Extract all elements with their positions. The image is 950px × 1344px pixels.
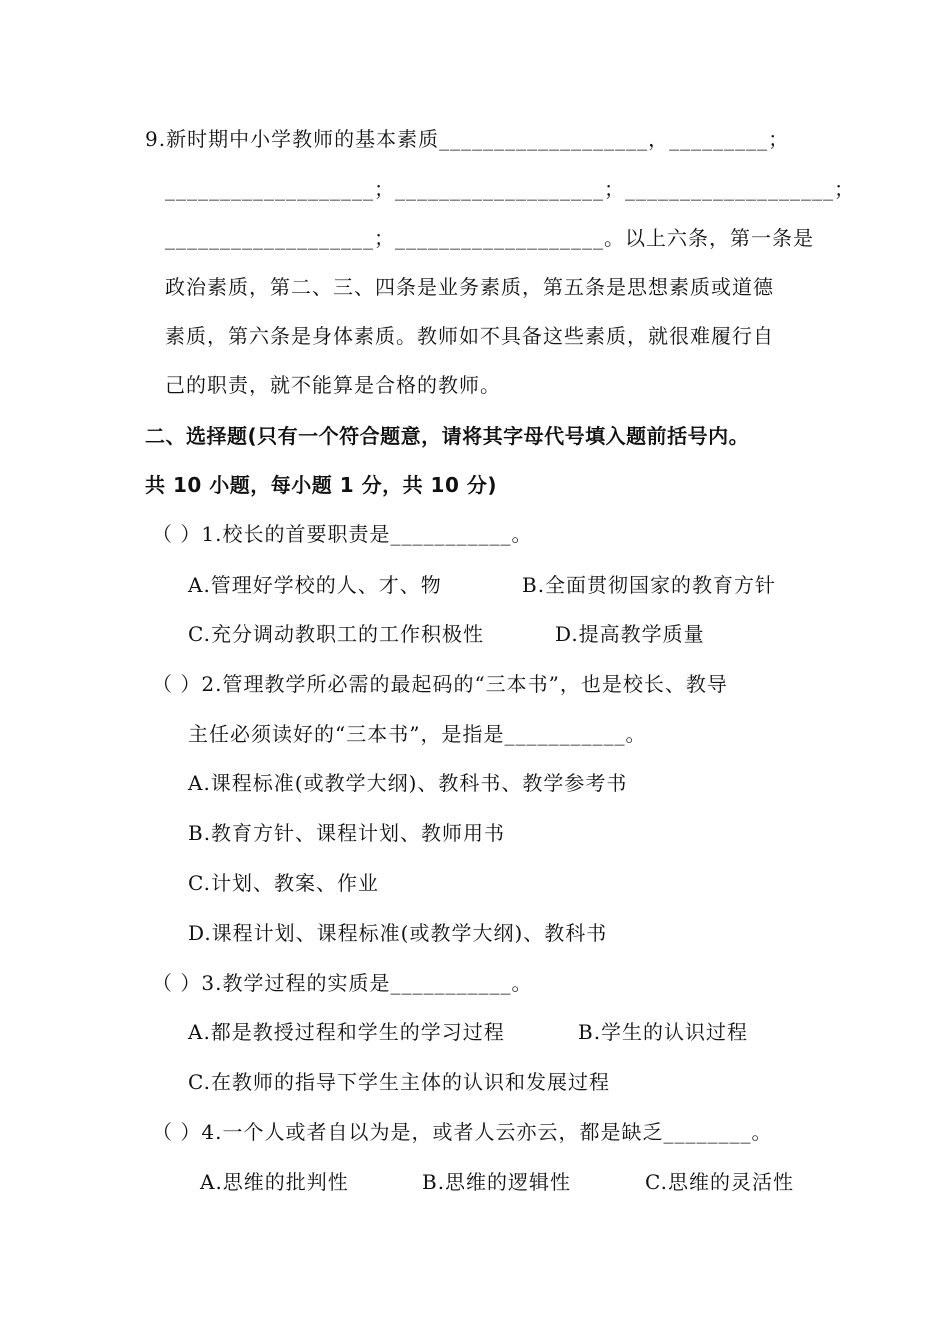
option-b: B.全面贯彻国家的教育方针 xyxy=(522,573,777,597)
option-a: A.思维的批判性 xyxy=(200,1170,349,1194)
q9-line-2: ___________________；___________________；___________________； xyxy=(165,177,855,201)
option-c: C.充分调动教职工的工作积极性 xyxy=(188,622,484,646)
q9-line-3: ___________________；___________________。以上六条，第一条是 xyxy=(165,226,814,250)
option-a: A.都是教授过程和学生的学习过程 xyxy=(188,1020,505,1044)
option-a: A.课程标准(或教学大纲)、教科书、教学参考书 xyxy=(188,771,628,795)
question-stem: （ ）3.教学过程的实质是___________。 xyxy=(152,971,533,995)
q9-line-6: 己的职责，就不能算是合格的教师。 xyxy=(165,373,501,397)
question-stem-line-2: 主任必须读好的“三本书”，是指是___________。 xyxy=(188,722,647,746)
option-c: C.计划、教案、作业 xyxy=(188,871,379,895)
option-a: A.管理好学校的人、才、物 xyxy=(188,573,442,597)
q9-line-5: 素质，第六条是身体素质。教师如不具备这些素质，就很难履行自 xyxy=(165,324,774,348)
question-stem: （ ）4.一个人或者自以为是，或者人云亦云，都是缺乏________。 xyxy=(152,1120,773,1144)
question-stem-line-1: （ ）2.管理教学所必需的最起码的“三本书”，也是校长、教导 xyxy=(152,672,728,696)
question-stem: （ ）1.校长的首要职责是___________。 xyxy=(152,522,533,546)
option-b: B.思维的逻辑性 xyxy=(422,1170,572,1194)
option-b: B.学生的认识过程 xyxy=(578,1020,749,1044)
q9-line-1: 9.新时期中小学教师的基本素质___________________，_________； xyxy=(145,127,790,151)
section-heading-line-2: 共 10 小题，每小题 1 分，共 10 分) xyxy=(145,473,497,497)
option-b: B.教育方针、课程计划、教师用书 xyxy=(188,821,506,845)
section-heading-line-1: 二、选择题(只有一个符合题意，请将其字母代号填入题前括号内。 xyxy=(145,424,750,448)
option-d: D.提高教学质量 xyxy=(555,622,705,646)
option-d: D.课程计划、课程标准(或教学大纲)、教科书 xyxy=(188,921,608,945)
q9-line-4: 政治素质，第二、三、四条是业务素质，第五条是思想素质或道德 xyxy=(165,275,774,299)
option-c: C.思维的灵活性 xyxy=(645,1170,794,1194)
option-c: C.在教师的指导下学生主体的认识和发展过程 xyxy=(188,1070,610,1094)
